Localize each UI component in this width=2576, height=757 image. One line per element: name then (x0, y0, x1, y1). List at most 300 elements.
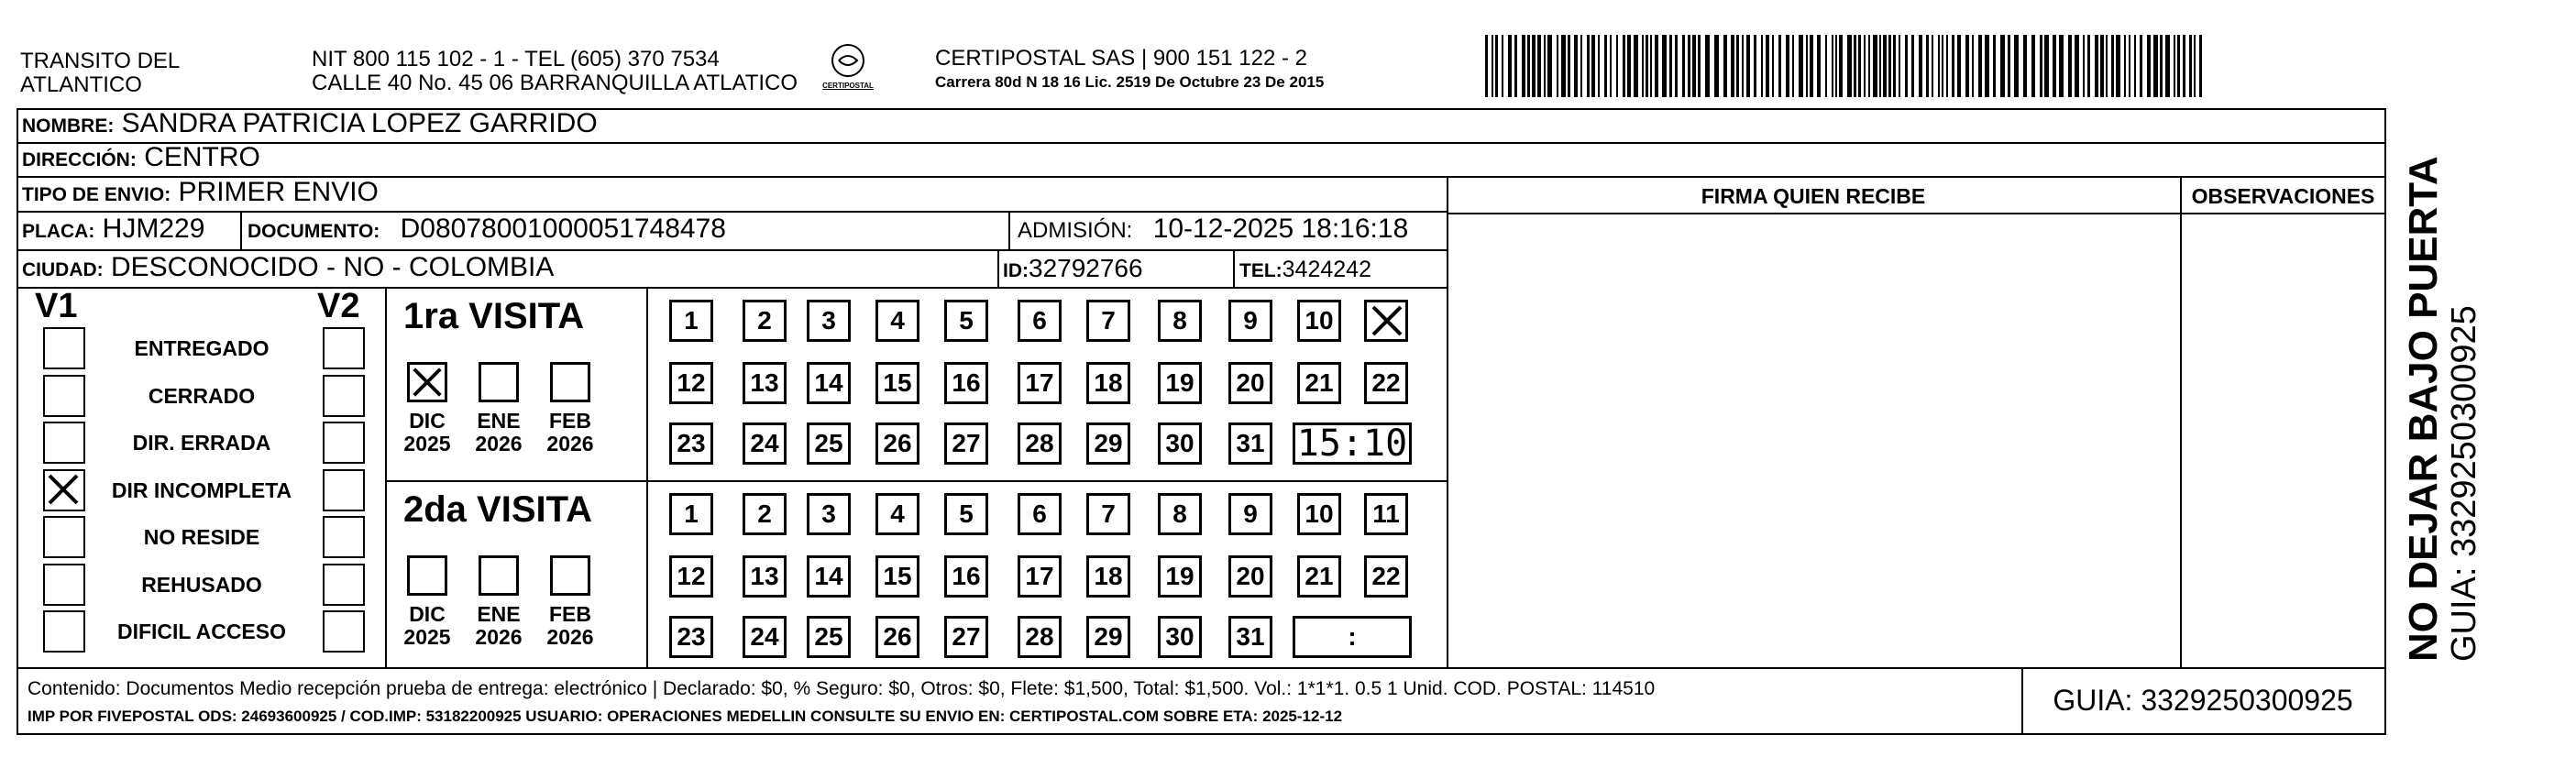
status-label: ENTREGADO (134, 336, 270, 360)
day-box[interactable]: 25 (807, 616, 851, 658)
barcode-bar (2023, 35, 2027, 97)
footer-imp-line: IMP POR FIVEPOSTAL ODS: 24693600925 / COD.IMP: 53182200925 USUARIO: OPERACIONES MEDELLIN CONSULTE SU ENVIO EN: CERTIPOSTAL.COM SOBRE ETA: 2025-12-12 (28, 708, 1343, 725)
placa-label: PLACA: (22, 221, 95, 242)
barcode-bar (1761, 35, 1763, 97)
day-box[interactable]: 19 (1158, 555, 1202, 598)
v1-checkbox[interactable] (43, 422, 85, 464)
admision-label: ADMISIÓN: (1018, 218, 1133, 243)
barcode-bar (1972, 35, 1974, 97)
x-mark-icon (410, 365, 445, 400)
barcode-bar (1495, 35, 1498, 97)
barcode-bar (1993, 35, 1996, 97)
footer-guia: GUIA: 3329250300925 (2053, 684, 2353, 717)
barcode-bar (1492, 35, 1493, 97)
day-box[interactable]: 29 (1086, 422, 1130, 465)
barcode-bar (1817, 35, 1821, 97)
day-box[interactable]: 6 (1018, 493, 1062, 535)
nit-line-2: CALLE 40 No. 45 06 BARRANQUILLA ATLATICO (312, 71, 798, 95)
barcode-bar (2129, 35, 2130, 97)
barcode-bar (2116, 35, 2120, 97)
barcode-bar (1938, 35, 1940, 97)
barcode-bar (2044, 35, 2049, 97)
v1-checkbox[interactable] (43, 516, 85, 558)
company-line-1: CERTIPOSTAL SAS | 900 151 122 - 2 (935, 46, 1307, 71)
month-checkbox[interactable] (407, 362, 447, 402)
direccion-row (22, 142, 260, 173)
barcode-bar (1810, 35, 1813, 97)
barcode-bar (1957, 35, 1961, 97)
barcode-bar (2083, 35, 2085, 97)
tel-label: TEL: (1239, 260, 1282, 281)
day-box[interactable]: 22 (1364, 555, 1408, 598)
barcode-bar (2189, 35, 2192, 97)
day-box[interactable]: 10 (1297, 493, 1341, 535)
time-box[interactable]: 15:10 (1293, 422, 1412, 465)
divider (240, 211, 242, 249)
barcode-bar (2040, 35, 2042, 97)
month-label (543, 603, 598, 649)
nit-line-1: NIT 800 115 102 - 1 - TEL (605) 370 7534 (312, 47, 720, 71)
barcode-bar (1623, 35, 1625, 97)
ciudad-label: CIUDAD: (22, 259, 104, 280)
month-year: 2026 (475, 432, 523, 455)
barcode-bar (2183, 35, 2185, 97)
barcode-bar (1736, 35, 1739, 97)
day-box[interactable]: 7 (1086, 493, 1130, 535)
day-box[interactable]: 13 (743, 555, 787, 598)
barcode-bar (1754, 35, 1756, 97)
barcode-bar (2177, 35, 2180, 97)
barcode-bar (1634, 35, 1638, 97)
day-box[interactable]: 17 (1018, 555, 1062, 598)
tel-row (1239, 254, 1371, 283)
day-box[interactable]: 5 (944, 300, 988, 342)
barcode-bar (1688, 35, 1690, 97)
frame-right (2384, 108, 2386, 735)
documento-label: DOCUMENTO: (248, 221, 380, 242)
status-label: NO RESIDE (143, 525, 260, 549)
day-box[interactable]: 9 (1228, 493, 1272, 535)
barcode-bar (1580, 35, 1582, 97)
barcode-bar (1557, 35, 1558, 97)
admision-value: 10-12-2025 18:16:18 (1152, 214, 1409, 244)
day-box[interactable]: 23 (669, 422, 713, 465)
org-name (20, 49, 180, 97)
day-box[interactable]: 8 (1158, 493, 1202, 535)
day-box[interactable]: 26 (875, 616, 919, 658)
barcode-bar (1547, 35, 1552, 97)
barcode-bar (1946, 35, 1948, 97)
month-name: ENE (477, 409, 521, 433)
day-box[interactable]: 20 (1228, 362, 1272, 404)
no-dejar-warning: NO DEJAR BAJO PUERTA (2401, 156, 2446, 662)
barcode-bar (2147, 35, 2151, 97)
barcode-bar (2075, 35, 2079, 97)
barcode-bar (1847, 35, 1852, 97)
day-box[interactable]: 17 (1018, 362, 1062, 404)
month-label (471, 603, 526, 649)
v2-checkbox[interactable] (323, 610, 365, 653)
month-year: 2026 (475, 625, 523, 649)
barcode-bar (2014, 35, 2019, 97)
barcode-bar (1591, 35, 1595, 97)
month-label (400, 410, 455, 455)
divider (17, 667, 2386, 669)
divider (997, 249, 999, 287)
barcode-bar (1792, 35, 1794, 97)
day-box[interactable]: 1 (669, 300, 713, 342)
barcode-bar (1883, 35, 1887, 97)
barcode-bar (1616, 35, 1618, 97)
v2-checkbox[interactable] (323, 516, 365, 558)
day-box[interactable]: 7 (1086, 300, 1130, 342)
barcode-bar (1786, 35, 1789, 97)
month-label (471, 410, 526, 455)
barcode-bar (1746, 35, 1750, 97)
v1-header: V1 (35, 287, 78, 325)
divider (646, 287, 648, 667)
barcode-bar (1854, 35, 1856, 97)
day-box[interactable]: 31 (1228, 422, 1272, 465)
v2-checkbox[interactable] (323, 327, 365, 369)
nombre-value: SANDRA PATRICIA LOPEZ GARRIDO (121, 108, 598, 138)
day-box[interactable]: 3 (807, 300, 851, 342)
barcode-bar (2059, 35, 2064, 97)
direccion-value: CENTRO (144, 142, 260, 172)
barcode-bar (1742, 35, 1744, 97)
barcode-bar (1723, 35, 1727, 97)
day-box[interactable]: 15 (875, 362, 919, 404)
barcode-bar (1642, 35, 1644, 97)
barcode-bar (1627, 35, 1631, 97)
day-box[interactable]: 14 (807, 555, 851, 598)
barcode (1485, 35, 2209, 97)
nombre-label: NOMBRE: (22, 115, 115, 137)
barcode-bar (1873, 35, 1877, 97)
barcode-bar (2111, 35, 2114, 97)
barcode-bar (1766, 35, 1769, 97)
barcode-bar (2160, 35, 2163, 97)
org-line-1: TRANSITO DEL (20, 49, 181, 73)
month-year: 2025 (403, 432, 451, 455)
day-box[interactable]: 28 (1018, 616, 1062, 658)
day-box[interactable]: 3 (807, 493, 851, 535)
barcode-bar (2140, 35, 2142, 97)
barcode-bar (1514, 35, 1517, 97)
barcode-bar (1522, 35, 1525, 97)
day-box[interactable]: 23 (669, 616, 713, 658)
status-label: REHUSADO (141, 572, 262, 597)
barcode-bar (1899, 35, 1900, 97)
status-label: DIFICIL ACCESO (116, 620, 286, 643)
day-box[interactable]: 5 (944, 493, 988, 535)
divider (17, 287, 1447, 289)
barcode-bar (1544, 35, 1546, 97)
frame-left (17, 108, 18, 735)
barcode-bar (1650, 35, 1652, 97)
nombre-row (22, 108, 598, 139)
barcode-bar (2199, 35, 2202, 97)
barcode-bar (1926, 35, 1929, 97)
barcode-bar (1911, 35, 1914, 97)
day-box[interactable]: 16 (944, 362, 988, 404)
day-box[interactable]: 25 (807, 422, 851, 465)
day-box[interactable]: 2 (743, 493, 787, 535)
barcode-bar (2068, 35, 2072, 97)
month-checkbox[interactable] (550, 555, 590, 596)
barcode-bar (1879, 35, 1881, 97)
status-label: CERRADO (148, 383, 256, 408)
barcode-bar (1731, 35, 1734, 97)
month-name: DIC (409, 602, 446, 626)
barcode-graphic (1485, 35, 2209, 97)
day-box[interactable]: 11 (1364, 493, 1408, 535)
v1-checkbox[interactable] (43, 564, 85, 606)
barcode-bar (2100, 35, 2104, 97)
visit-title: 2da VISITA (403, 489, 592, 530)
time-box[interactable]: : (1293, 616, 1412, 658)
divider (17, 142, 2386, 144)
ciudad-row (22, 252, 554, 283)
barcode-bar (2087, 35, 2090, 97)
month-label (543, 410, 598, 455)
barcode-bar (1662, 35, 1667, 97)
day-box[interactable]: 10 (1297, 300, 1341, 342)
day-box[interactable]: 18 (1086, 362, 1130, 404)
footer-content-line: Contenido: Documentos Medio recepción prueba de entrega: electrónico | Declarado: $0, % Seguro: $0, Otros: $0, Flete: $1,500, Total: $1,500. Vol.: 1*1*1. 0.5 1 Unid. COD. POSTAL: 114510 (28, 678, 1656, 699)
day-box[interactable]: 14 (807, 362, 851, 404)
day-box[interactable]: 9 (1228, 300, 1272, 342)
barcode-bar (2134, 35, 2136, 97)
v2-checkbox[interactable] (323, 469, 365, 511)
barcode-bar (1655, 35, 1658, 97)
barcode-bar (1698, 35, 1701, 97)
day-box[interactable]: 16 (944, 555, 988, 598)
id-label: ID: (1003, 260, 1029, 281)
day-box[interactable]: 19 (1158, 362, 1202, 404)
v2-checkbox[interactable] (323, 422, 365, 464)
barcode-bar (1675, 35, 1678, 97)
barcode-bar (1806, 35, 1808, 97)
divider (1008, 211, 1010, 249)
day-box[interactable]: 4 (875, 493, 919, 535)
barcode-bar (1942, 35, 1943, 97)
barcode-bar (1825, 35, 1827, 97)
day-box[interactable]: 12 (669, 555, 713, 598)
firma-header: FIRMA QUIEN RECIBE (1701, 184, 1926, 208)
day-box[interactable]: 22 (1364, 362, 1408, 404)
barcode-bar (1893, 35, 1896, 97)
barcode-bar (2174, 35, 2175, 97)
barcode-bar (1508, 35, 1512, 97)
company-line-2: Carrera 80d N 18 16 Lic. 2519 De Octubre 23 De 2015 (935, 73, 1325, 91)
barcode-bar (2165, 35, 2170, 97)
documento-value: D08078001000051748478 (400, 214, 726, 244)
admision-row (1018, 214, 1408, 245)
barcode-bar (2053, 35, 2056, 97)
barcode-bar (2194, 35, 2196, 97)
barcode-bar (1888, 35, 1891, 97)
month-checkbox[interactable] (479, 362, 519, 402)
visit-title: 1ra VISITA (403, 296, 585, 336)
day-box[interactable]: 13 (743, 362, 787, 404)
barcode-bar (1778, 35, 1781, 97)
month-checkbox[interactable] (550, 362, 590, 402)
month-year: 2026 (546, 432, 594, 455)
barcode-bar (2153, 35, 2158, 97)
day-box[interactable]: 1 (669, 493, 713, 535)
x-mark-icon (45, 471, 82, 508)
day-box[interactable]: 2 (743, 300, 787, 342)
day-box[interactable]: 26 (875, 422, 919, 465)
side-guia: GUIA: 3329250300925 (2445, 305, 2483, 662)
barcode-bar (1868, 35, 1870, 97)
barcode-bar (1714, 35, 1719, 97)
month-label (400, 603, 455, 649)
tipo-label: TIPO DE ENVIO: (22, 184, 171, 205)
barcode-bar (1598, 35, 1600, 97)
barcode-bar (1527, 35, 1530, 97)
barcode-bar (1985, 35, 1989, 97)
barcode-bar (2124, 35, 2126, 97)
month-year: 2026 (546, 625, 594, 649)
barcode-bar (1561, 35, 1566, 97)
barcode-bar (1978, 35, 1982, 97)
barcode-bar (1905, 35, 1908, 97)
observaciones-header: OBSERVACIONES (2191, 184, 2375, 208)
tel-value: 3424242 (1282, 257, 1371, 282)
barcode-bar (2095, 35, 2098, 97)
day-box[interactable] (1364, 300, 1408, 342)
month-name: DIC (409, 409, 446, 433)
barcode-bar (1646, 35, 1648, 97)
divider (2180, 176, 2182, 667)
day-box[interactable]: 28 (1018, 422, 1062, 465)
direccion-label: DIRECCIÓN: (22, 149, 137, 170)
day-box[interactable]: 30 (1158, 422, 1202, 465)
month-name: ENE (477, 602, 521, 626)
day-box[interactable]: 21 (1297, 555, 1341, 598)
barcode-bar (1839, 35, 1843, 97)
month-name: FEB (549, 409, 591, 433)
divider (385, 480, 1447, 482)
v1-checkbox[interactable] (43, 469, 85, 511)
day-box[interactable]: 29 (1086, 616, 1130, 658)
barcode-bar (2106, 35, 2108, 97)
tipo-value: PRIMER ENVIO (178, 177, 379, 207)
barcode-bar (1772, 35, 1774, 97)
barcode-bar (1858, 35, 1861, 97)
barcode-bar (2000, 35, 2005, 97)
divider (1447, 213, 2386, 214)
barcode-bar (1832, 35, 1833, 97)
day-box[interactable]: 30 (1158, 616, 1202, 658)
id-row (1003, 254, 1143, 283)
barcode-bar (1919, 35, 1922, 97)
barcode-bar (1835, 35, 1837, 97)
barcode-bar (1587, 35, 1590, 97)
barcode-bar (1799, 35, 1803, 97)
day-box[interactable]: 12 (669, 362, 713, 404)
barcode-bar (1705, 35, 1710, 97)
id-value: 32792766 (1029, 254, 1143, 282)
barcode-bar (1532, 35, 1536, 97)
barcode-bar (1502, 35, 1503, 97)
barcode-bar (1692, 35, 1696, 97)
logo-icon (830, 42, 866, 79)
side-text (2402, 156, 2482, 662)
status-label: DIR INCOMPLETA (111, 477, 292, 502)
day-box[interactable]: 24 (743, 616, 787, 658)
barcode-bar (1485, 35, 1488, 97)
barcode-bar (2008, 35, 2010, 97)
divider (17, 249, 1447, 251)
day-box[interactable]: 6 (1018, 300, 1062, 342)
day-box[interactable]: 20 (1228, 555, 1272, 598)
barcode-bar (1568, 35, 1570, 97)
logo-text: CERTIPOSTAL (822, 82, 874, 90)
barcode-bar (1965, 35, 1969, 97)
x-mark-icon (1369, 302, 1405, 339)
placa-row (22, 214, 204, 245)
v1-checkbox[interactable] (43, 375, 85, 417)
placa-value: HJM229 (102, 214, 205, 244)
company-logo (816, 42, 880, 90)
month-name: FEB (549, 602, 591, 626)
barcode-bar (1864, 35, 1866, 97)
ciudad-value: DESCONOCIDO - NO - COLOMBIA (111, 252, 555, 282)
day-box[interactable]: 24 (743, 422, 787, 465)
status-label: DIR. ERRADA (132, 431, 271, 455)
month-checkbox[interactable] (479, 555, 519, 596)
barcode-bar (1669, 35, 1672, 97)
barcode-bar (1682, 35, 1685, 97)
documento-row (248, 214, 726, 245)
day-box[interactable]: 31 (1228, 616, 1272, 658)
barcode-bar (1574, 35, 1578, 97)
org-line-2: ATLANTICO (20, 72, 142, 97)
barcode-bar (1932, 35, 1933, 97)
month-year: 2025 (403, 625, 451, 649)
divider (17, 211, 1447, 213)
v1-checkbox[interactable] (43, 327, 85, 369)
v1-checkbox[interactable] (43, 610, 85, 653)
v2-header: V2 (317, 287, 360, 325)
month-checkbox[interactable] (407, 555, 447, 596)
day-box[interactable]: 21 (1297, 362, 1341, 404)
barcode-bar (2031, 35, 2035, 97)
day-box[interactable]: 8 (1158, 300, 1202, 342)
barcode-bar (1537, 35, 1541, 97)
company-info (935, 46, 1324, 92)
day-box[interactable]: 27 (944, 422, 988, 465)
day-box[interactable]: 15 (875, 555, 919, 598)
v2-checkbox[interactable] (323, 375, 365, 417)
day-box[interactable]: 4 (875, 300, 919, 342)
day-box[interactable]: 27 (944, 616, 988, 658)
divider (1447, 176, 1448, 667)
divider (1233, 249, 1235, 287)
nit-info (312, 48, 798, 95)
day-box[interactable]: 18 (1086, 555, 1130, 598)
barcode-bar (1610, 35, 1612, 97)
barcode-bar (1604, 35, 1607, 97)
divider (385, 287, 387, 667)
barcode-bar (1952, 35, 1954, 97)
v2-checkbox[interactable] (323, 564, 365, 606)
frame-bottom (17, 733, 2386, 735)
tipo-row (22, 177, 379, 208)
